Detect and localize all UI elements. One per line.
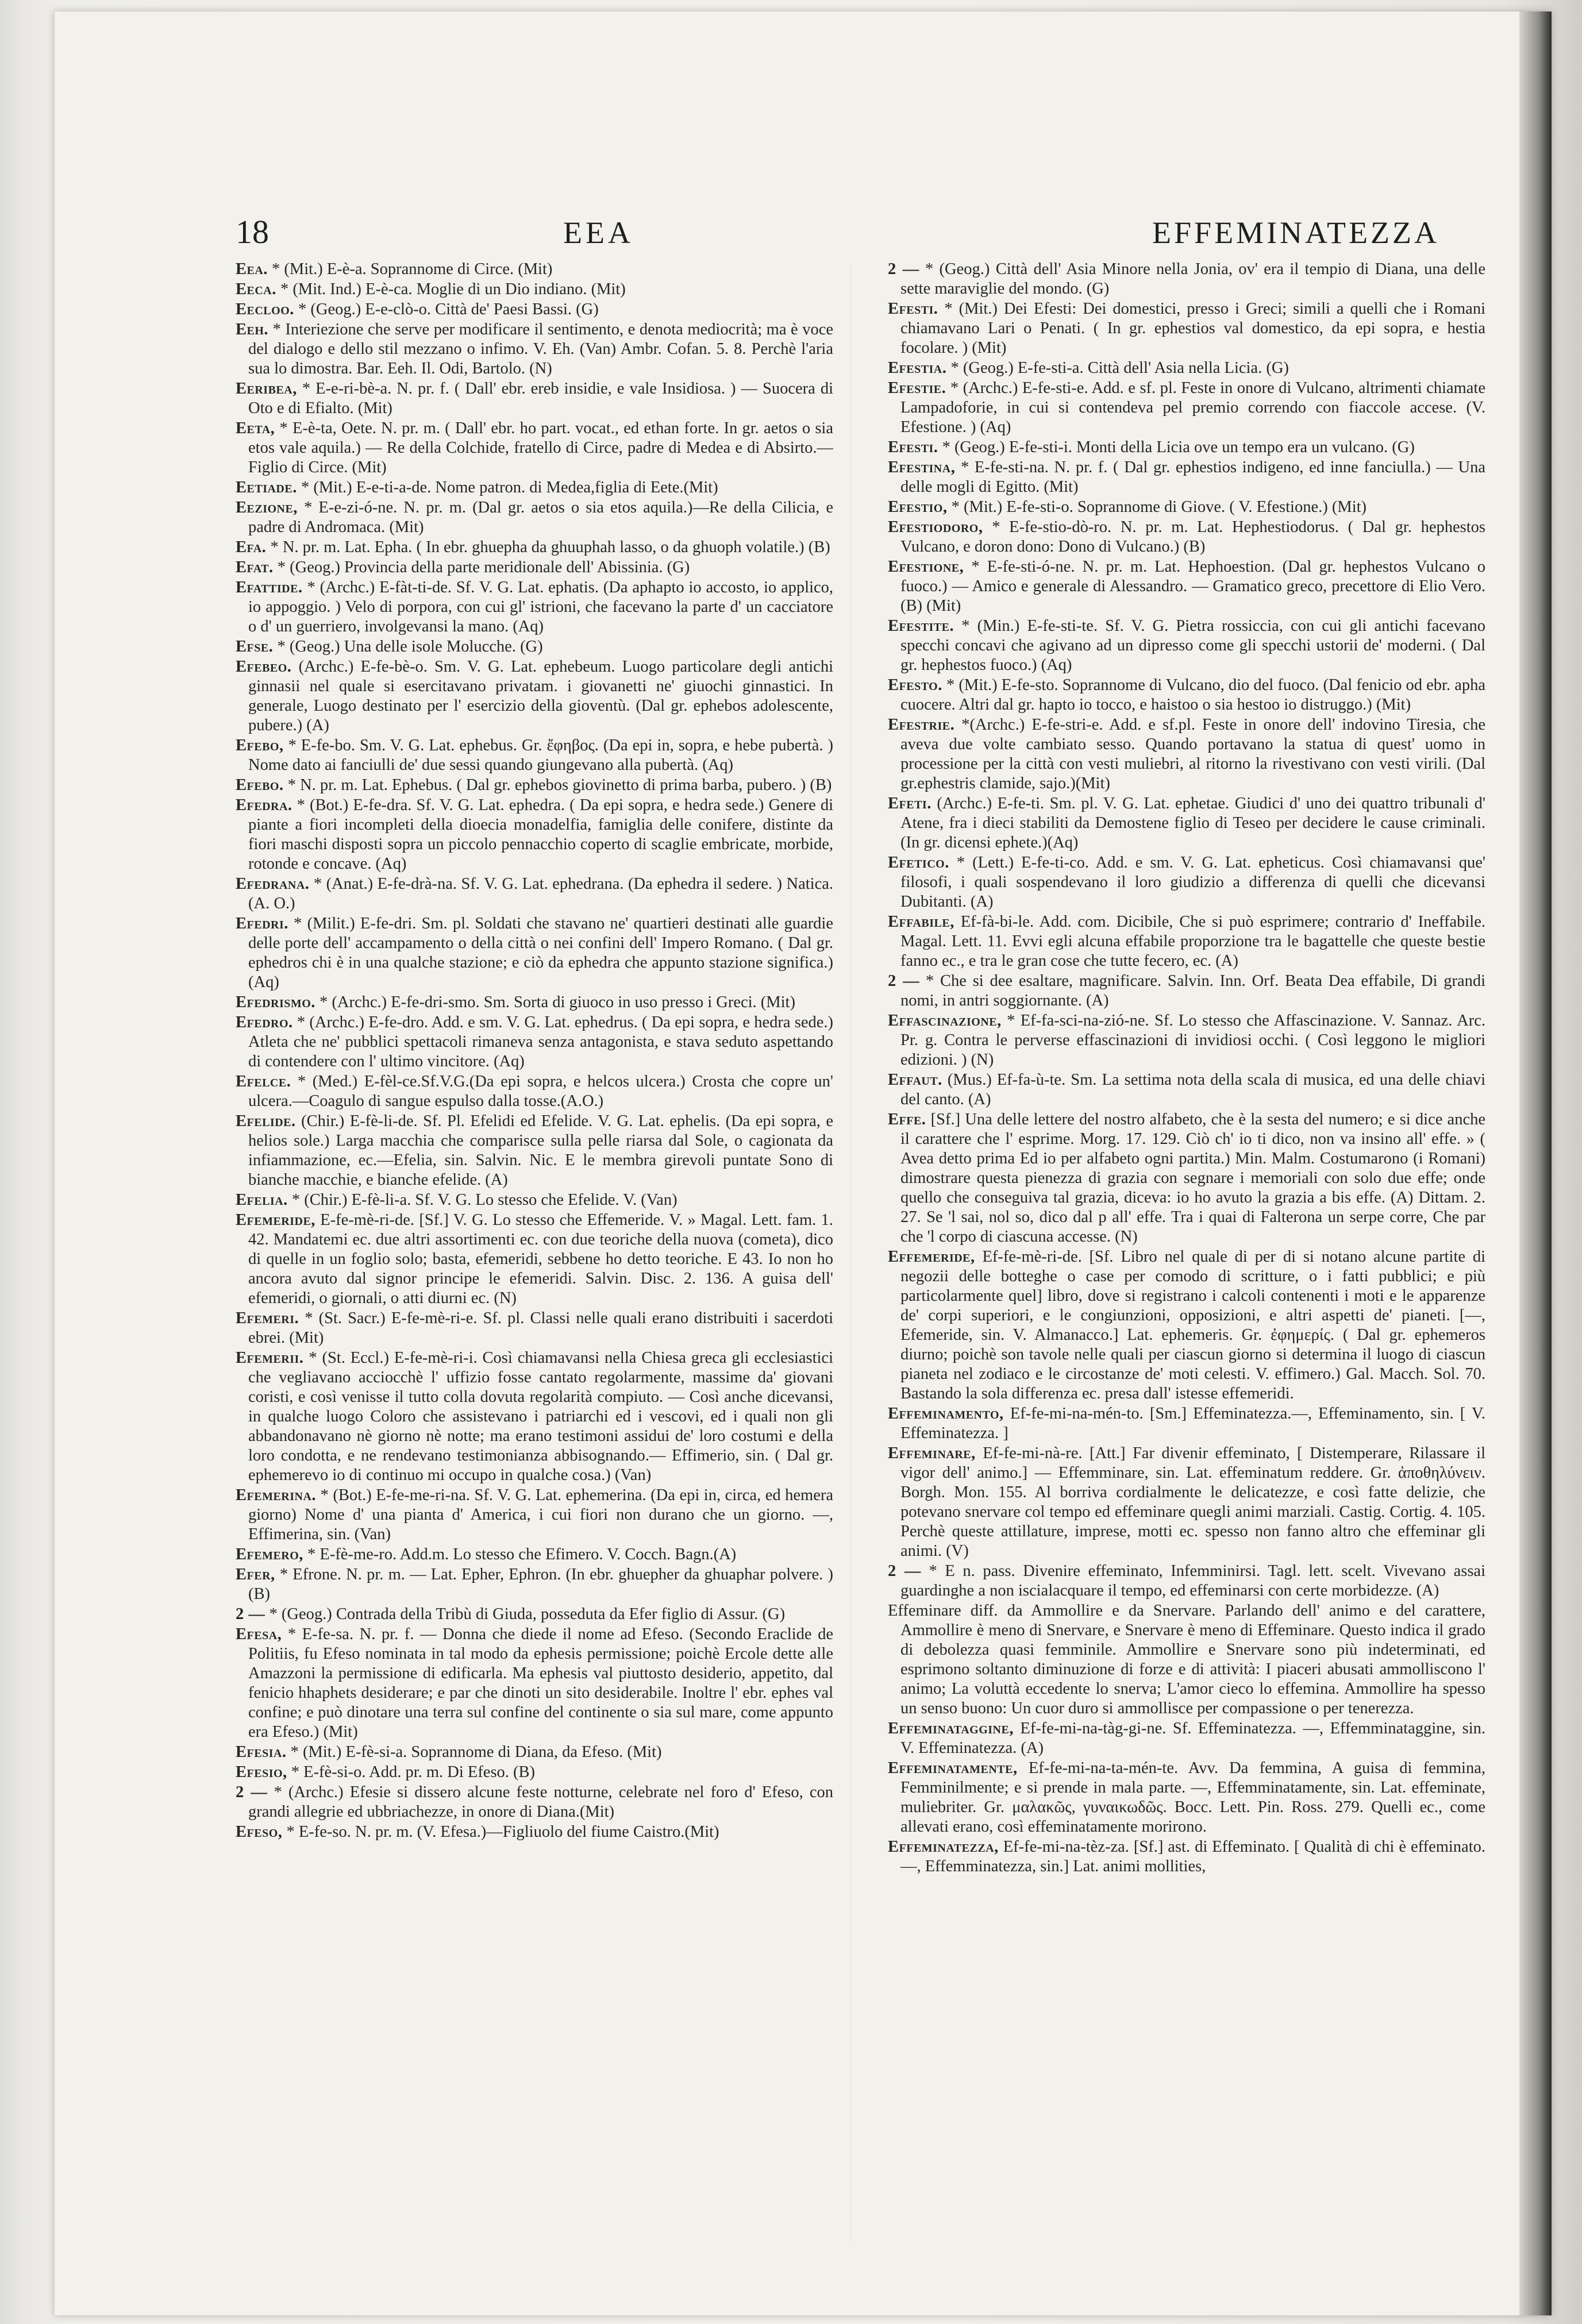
dictionary-entry xyxy=(888,359,1485,378)
dictionary-entry xyxy=(236,260,833,279)
entry-definition: * (Geog.) E-fe-sti-a. Città dell' Asia nella Licia. (G) xyxy=(950,359,1289,377)
entry-headword: Efedrismo. xyxy=(236,993,315,1011)
dictionary-entry xyxy=(236,736,833,775)
dictionary-entry xyxy=(236,776,833,795)
entry-definition: * Che si dee esaltare, magnificare. Salvin. Inn. Orf. Beata Dea effabile, Di grandi nomi, in antri soggiornante. (A) xyxy=(900,972,1485,1009)
dictionary-entry xyxy=(236,1783,833,1822)
entry-headword: Eetiade. xyxy=(236,479,297,496)
entry-definition: * (Geog.) Una delle isole Molucche. (G) xyxy=(277,638,543,656)
dictionary-entry xyxy=(236,796,833,874)
entry-definition: * E-fè-si-o. Add. pr. m. Di Efeso. (B) xyxy=(291,1763,536,1781)
entry-definition: * (Archc.) E-fàt-ti-de. Sf. V. G. Lat. ephatis. (Da aphapto io accosto, io applico, io appoggio. ) Velo di porpora, con cui gl' istrioni, che facevano la parte d' un cacciatore o d' un guerriero, involgevansi la mano. (Aq) xyxy=(248,579,833,635)
dictionary-entry xyxy=(888,1837,1485,1876)
entry-definition: * (Geog.) Contrada della Tribù di Giuda, posseduta da Efer figlio di Assur. (G) xyxy=(269,1605,786,1623)
dictionary-entry xyxy=(236,1112,833,1190)
dictionary-entry xyxy=(236,300,833,319)
entry-definition: * (Archc.) E-fe-dro. Add. e sm. V. G. Lat. ephedrus. ( Da epi sopra, e hedra sede.) Atleta che ne' pubblici spettacoli rimaneva senza antagonista, e stava seduto aspettando di contendere con l' ultimo vincitore. (Aq) xyxy=(248,1013,833,1070)
dictionary-entry xyxy=(236,1625,833,1742)
entry-headword: Eecloo. xyxy=(236,300,294,318)
dictionary-entry xyxy=(236,637,833,657)
entry-headword: 2 — xyxy=(888,1562,921,1580)
dictionary-entry xyxy=(888,715,1485,793)
entry-definition: * (Archc.) Efesie si dissero alcune feste notturne, celebrate nel foro d' Efeso, con grandi allegrie ed ubbriachezze, in onore di Diana.(Mit) xyxy=(248,1783,833,1821)
entry-headword: Effaut. xyxy=(888,1071,942,1089)
entry-headword: Efeti. xyxy=(888,795,932,812)
dictionary-entry xyxy=(888,458,1485,497)
dictionary-entry xyxy=(888,1719,1485,1758)
entry-definition: * (Bot.) E-fe-dra. Sf. V. G. Lat. ephedra. ( Da epi sopra, e hedra sede.) Genere di piante a fiori incompleti della dioecia monadelfia, famiglia delle conifere, distinte da fiori maschi disposti sopra un piccolo pennacchio coperto di scaglie embricate, morbide, rotonde e concave. (Aq) xyxy=(248,796,833,873)
entry-definition: * (Mit.) E-fe-sti-o. Soprannome di Giove. ( V. Efestione.) (Mit) xyxy=(951,498,1367,516)
entry-headword: Efestrie. xyxy=(888,716,955,734)
entry-definition: * E-fe-so. N. pr. m. (V. Efesa.)—Figliuolo del fiume Caistro.(Mit) xyxy=(286,1823,719,1841)
entry-definition: E-fe-mè-ri-de. [Sf.] V. G. Lo stesso che Effemeride. V. » Magal. Lett. fam. 1. 42. Mandatemi ec. due altri assortimenti ec. con due teoriche della nuova (cometa), dico di quelle in un foglio solo; basta, efemeridi, sebbene ho detto teoriche. E 43. Io non ho ancora avuto dal signor principe le efemeridi. Salvin. Disc. 2. 136. A guisa dell' efemeridi, o giornali, o atti diurni ec. (N) xyxy=(248,1211,833,1307)
entry-definition: * (Mit.) E-fè-si-a. Soprannome di Diana, da Efeso. (Mit) xyxy=(290,1743,662,1761)
dictionary-entry xyxy=(236,419,833,477)
dictionary-entry xyxy=(888,1759,1485,1837)
entry-headword: Effe. xyxy=(888,1111,926,1128)
entry-definition: * E-è-ta, Oete. N. pr. m. ( Dall' ebr. ho part. vocat., ed ethan forte. In gr. aetos o sia etos vale aquila.) — Re della Colchide, fratello di Circe, padre di Medea e di Absirto.—Figlio di Circe. (Mit) xyxy=(248,419,833,476)
entry-headword: Efedri. xyxy=(236,915,288,932)
entry-headword: Efetico. xyxy=(888,854,949,872)
dictionary-entry xyxy=(236,1348,833,1485)
entry-headword: Effeminatamente, xyxy=(888,1759,1018,1777)
dictionary-entry xyxy=(236,1013,833,1072)
entry-headword: Effeminatezza, xyxy=(888,1838,999,1856)
entry-definition: (Mus.) Ef-fa-ù-te. Sm. La settima nota della scala di musica, ed una delle chiavi del canto. (A) xyxy=(900,1071,1485,1108)
dictionary-entry xyxy=(888,853,1485,912)
entry-headword: Eeh. xyxy=(236,321,269,338)
entry-definition: *(Archc.) E-fe-stri-e. Add. e sf.pl. Feste in onore dell' indovino Tiresia, che aveva due volte cambiato sesso. Quando portavano la statua di quest' uomo in processione per la città con vesti muliebri, al ritorno la rivestivano con vesti virili. (Dal gr.ephestris clamide, sajo.)(Mit) xyxy=(900,716,1485,792)
entry-definition: Ef-fe-mi-na-tàg-gi-ne. Sf. Effeminatezza. —, Effemminataggine, sin. V. Effeminatezza. (A) xyxy=(900,1720,1485,1757)
entry-definition: * (Mit.) E-fe-sto. Soprannome di Vulcano, dio del fuoco. (Dal fenicio od ebr. apha cuocere. Altri dal gr. hapto io tocco, e haistoo o sia hestoo io distruggo.) (Mit) xyxy=(900,676,1485,714)
dictionary-entry xyxy=(888,1070,1485,1109)
entry-headword: Efattide. xyxy=(236,579,303,596)
dictionary-entry xyxy=(236,1309,833,1348)
entry-definition: * E-fe-sa. N. pr. f. — Donna che diede il nome ad Efeso. (Secondo Eraclide de Politiis, fu Efeso nominata in tal modo da ephesis permissione; poichè Ercole dette alle Amazzoni la permissione di edificarla. Ma ephesis val piuttosto desiderio, appetito, dal fenicio hhaphets desiderare; e par che dinoti un sito desiderabile. Inoltre l' ebr. ephes val confine; e può dinotare una terra sul confine del continente o sia sul mare, come appunto era Efeso.) (Mit) xyxy=(248,1625,833,1741)
dictionary-entry xyxy=(236,478,833,498)
entry-definition: (Archc.) E-fe-ti. Sm. pl. V. G. Lat. ephetae. Giudici d' uno dei quattro tribunali d' Atene, fra i dieci stabiliti da Demostene figlio di Teseo per decidere le cause criminali. (In gr. dicensi ephete.)(Aq) xyxy=(900,795,1485,851)
entry-definition: Ef-fe-mè-ri-de. [Sf. Libro nel quale di per di si notano alcune partite di negozii delle botteghe o case per comodo di scritture, o i fatti pubblici; e più particolarmente quel] libro, dove si registrano i calcoli contenenti i moti e le apparenze de' corpi superiori, e le congiunzioni, opposizioni, e altri aspetti de' pianeti. [—, Efemeride, sin. V. Almanacco.] Lat. ephemeris. Gr. ἐφημερίς. ( Dal gr. ephemeros diurno; poichè son tavole nelle quali per ciascun giorno si determina il luogo di ciascun pianeta nel zodiaco e le circostanze de' moti celesti. V. effimero.) Gal. Macch. Sol. 70. Bastando la sola differenza ec. presa dall' istesse effemeridi. xyxy=(900,1248,1485,1402)
entry-headword: Efestina, xyxy=(888,458,956,476)
entry-headword: Efebo. xyxy=(236,776,284,794)
dictionary-entry xyxy=(236,657,833,735)
page-header xyxy=(236,213,1439,259)
entry-definition: * (Bot.) E-fe-me-ri-na. Sf. V. G. Lat. ephemerina. (Da epi in, circa, ed hemera giorno) Nome d' una pianta d' America, i cui fiori non durano che un giorno. —, Effimerina, sin. (Van) xyxy=(248,1486,833,1543)
entry-headword: Efesto. xyxy=(888,676,942,694)
entry-definition: (Chir.) E-fè-li-de. Sf. Pl. Efelidi ed Efelide. V. G. Lat. ephelis. (Da epi sopra, e helios sole.) Larga macchia che comparisce sulla pelle riarsa dal Sole, o cagionata da infiammazione, ec.—Efelia, sin. Salvin. Nic. E le membra girevoli puntate Sono di bianche macchie, e bianche efelide. (A) xyxy=(248,1112,833,1189)
entry-definition: Effeminare diff. da Ammollire e da Snervare. Parlando dell' animo e del carattere, Ammollire è meno di Snervare, e Snervare è meno di Effeminare. Questo indica il grado di debolezza quasi femminile. Ammollire e Snervare sono più indeterminati, ed esprimono soltanto diminuzione di forze e di attività: I piaceri abusati ammolliscono l' animo; La voluttà eccedente lo snerva; L'amor cieco lo effemina. Ammollire ha spesso un senso buono: Un cuor duro si ammollisce per compassione o per tenerezza. xyxy=(888,1602,1485,1717)
entry-headword: Efedro. xyxy=(236,1013,293,1031)
entry-headword: Effascinazione, xyxy=(888,1012,1002,1030)
entry-headword: Efedra. xyxy=(236,796,292,814)
entry-headword: Efesti. xyxy=(888,300,938,318)
entry-headword: Effeminamento, xyxy=(888,1405,1004,1423)
right-column xyxy=(888,260,1485,2248)
dictionary-entry xyxy=(236,1072,833,1111)
dictionary-entry xyxy=(888,1404,1485,1443)
entry-definition: * Efrone. N. pr. m. — Lat. Epher, Ephron. (In ebr. ghuepher da ghuaphar polvere. ) (B) xyxy=(248,1566,833,1603)
entry-headword: Efestia. xyxy=(888,359,947,377)
entry-definition: * E-e-zi-ó-ne. N. pr. m. (Dal gr. aetos o sia etos aquila.)—Re della Cilicia, e padre di Andromaca. (Mit) xyxy=(248,499,833,536)
dictionary-entry xyxy=(236,1486,833,1544)
entry-definition: * (St. Eccl.) E-fe-mè-ri-i. Così chiamavansi nella Chiesa greca gli ecclesiastici che vegliavano acciocchè l' uffizio fosse cantato regolarmente, massime da' giovani coristi, e così venisse il tutto colla dovuta regolarità compiuto. — Così anche dicevansi, in qualche luogo Coloro che assistevano i patriarchi ed i vescovi, ed i quali non gli abbandonavano nè giorno nè notte; ma erano testimoni assidui de' loro costumi e della loro condotta, e ne rendevano testimonianza abbisognando.— Effimerio, sin. ( Dal gr. ephemerevo io di continuo mi occupo in qualche cosa.) (Van) xyxy=(248,1349,833,1484)
dictionary-entry xyxy=(236,1822,833,1842)
dictionary-entry xyxy=(236,320,833,379)
entry-definition: * (Mit.) E-e-ti-a-de. Nome patron. di Medea,figlia di Eete.(Mit) xyxy=(301,479,718,496)
entry-headword: Efemerina. xyxy=(236,1486,317,1504)
entry-definition: * E-fe-bo. Sm. V. G. Lat. ephebus. Gr. ἔφηβος. (Da epi in, sopra, e hebe pubertà. ) Nome dato ai fanciulli de' due sessi quando giungevano alla pubertà. (Aq) xyxy=(248,737,833,774)
entry-headword: Efelia. xyxy=(236,1191,288,1209)
entry-definition: * (Milit.) E-fe-dri. Sm. pl. Soldati che stavano ne' quartieri destinati alle guardie delle porte dell' accampamento o della città o nei confini dell' Impero Romano. ( Dal gr. ephedros chi è in una qualche stazione; e ciò da ephedra che appunto stazione significa.) (Aq) xyxy=(248,915,833,991)
dictionary-entry xyxy=(888,518,1485,557)
entry-headword: Effemeride, xyxy=(888,1248,975,1266)
entry-definition: Ef-fà-bi-le. Add. com. Dicibile, Che si può esprimere; contrario d' Ineffabile. Magal. Lett. 11. Evvi egli alcuna effabile proporzione tra le bagattelle che queste bestie fanno ec., e tra le gran cose che tutte fecero, ec. (A) xyxy=(900,913,1485,970)
entry-headword: Efse. xyxy=(236,638,274,656)
dictionary-entry xyxy=(888,1444,1485,1561)
entry-definition: * E-fe-stio-dò-ro. N. pr. m. Lat. Hephestiodorus. ( Dal gr. hephestos Vulcano, e doron dono: Dono di Vulcano.) (B) xyxy=(900,518,1485,556)
entry-definition: * E n. pass. Divenire effeminato, Infemminirsi. Tagl. lett. scelt. Vivevano assai guardinghe a non iscialacquare il tempo, ed effeminarsi con certe morbidezze. (A) xyxy=(900,1562,1485,1600)
entry-headword: Efelce. xyxy=(236,1073,291,1090)
entry-definition: * (Min.) E-fe-sti-te. Sf. V. G. Pietra rossiccia, con cui gli antichi facevano specchi concavi che agivano ad un dipresso come gli specchi ustorii de' moderni. ( Dal gr. hephestos fuoco.) (Aq) xyxy=(900,617,1485,674)
entry-headword: Efestione, xyxy=(888,558,964,576)
dictionary-entry xyxy=(236,1743,833,1762)
entry-definition: * (St. Sacr.) E-fe-mè-ri-e. Sf. pl. Classi nelle quali erano distribuiti i sacerdoti ebrei. (Mit) xyxy=(248,1309,833,1347)
entry-headword: Efestie. xyxy=(888,379,946,397)
entry-definition: * E-e-ri-bè-a. N. pr. f. ( Dall' ebr. ereb insidie, e vale Insidiosa. ) — Suocera di Oto e di Efialto. (Mit) xyxy=(248,380,833,417)
entry-headword: 2 — xyxy=(236,1605,265,1623)
entry-headword: Efemerii. xyxy=(236,1349,304,1367)
dictionary-entry xyxy=(888,1247,1485,1404)
entry-headword: Efestite. xyxy=(888,617,954,635)
entry-headword: Efesa, xyxy=(236,1625,282,1643)
entry-definition: Ef-fe-mi-nà-re. [Att.] Far divenir effeminato, [ Distemperare, Rilassare il vigor dell' animo.] — Effemminare, sin. Lat. effeminatum reddere. Gr. ἀποθηλύνειν. Borgh. Mon. 155. Al borriva cordialmente le delicatezze, e così fatte delizie, che potevano snervare col tempo ed effeminare quegli animi marziali. Castig. Cortig. 4. 105. Perchè queste attillature, imprese, motti ec. spesso non fanno altro che effeminar gli animi. (V) xyxy=(900,1444,1485,1560)
entry-definition: * (Geog.) E-fe-sti-i. Monti della Licia ove un tempo era un vulcano. (G) xyxy=(942,438,1415,456)
entry-definition: Ef-fe-mi-na-ta-mén-te. Avv. Da femmina, A guisa di femmina, Femminilmente; e si prende in mala parte. —, Effemminatamente, sin. Lat. effeminate, muliebriter. Gr. μαλακῶς, γυναικωδῶς. Bocc. Lett. Pin. Ross. 279. Quelli ec., come allevati erano, così effeminatamente morirono. xyxy=(900,1759,1485,1836)
column-separator xyxy=(850,264,851,2241)
entry-headword: Efedrana. xyxy=(236,875,310,893)
entry-definition: * (Med.) E-fèl-ce.Sf.V.G.(Da epi sopra, e helcos ulcera.) Crosta che copre un' ulcera.—Coagulo di sangue espulso dalla tosse.(A.O.) xyxy=(248,1073,833,1110)
dictionary-entry xyxy=(888,1601,1485,1718)
entry-definition: * N. pr. m. Lat. Ephebus. ( Dal gr. ephebos giovinetto di prima barba, pubero. ) (B) xyxy=(287,776,832,794)
dictionary-entry xyxy=(888,498,1485,517)
dictionary-entry xyxy=(888,1562,1485,1601)
entry-definition: * E-fe-sti-na. N. pr. f. ( Dal gr. ephestios indigeno, ed inne fanciulla.) — Una delle mogli di Egitto. (Mit) xyxy=(900,458,1485,496)
dictionary-entry xyxy=(888,379,1485,437)
entry-definition: * Interiezione che serve per modificare il sentimento, e denota mediocrità; ma è voce del dialogo e dello stil mezzano o infimo. V. Eh. (Van) Ambr. Cofan. 5. 8. Perchè l'aria sua lo dimostra. Bar. Eeh. Il. Odi, Bartolo. (N) xyxy=(248,321,833,377)
entry-headword: Efestiodoro, xyxy=(888,518,983,536)
entry-definition: * E-fè-me-ro. Add.m. Lo stesso che Efimero. V. Cocch. Bagn.(A) xyxy=(307,1546,737,1563)
dictionary-entry xyxy=(236,1763,833,1782)
entry-headword: 2 — xyxy=(236,1783,268,1801)
dictionary-entry xyxy=(236,558,833,577)
left-column xyxy=(236,260,833,2248)
running-head-right: EFFEMINATEZZA xyxy=(1152,215,1439,250)
entry-headword: Eezione, xyxy=(236,499,298,517)
dictionary-entry xyxy=(236,1565,833,1604)
dictionary-entry xyxy=(236,1545,833,1564)
entry-headword: Efer, xyxy=(236,1566,275,1583)
entry-headword: Efemero, xyxy=(236,1546,303,1563)
entry-headword: Eeca. xyxy=(236,280,276,298)
entry-headword: Eeta, xyxy=(236,419,275,437)
dictionary-entry xyxy=(888,616,1485,675)
dictionary-entry xyxy=(888,1011,1485,1070)
page-number: 18 xyxy=(236,213,269,250)
entry-definition: * Ef-fa-sci-na-zió-ne. Sf. Lo stesso che Affascinazione. V. Sannaz. Arc. Pr. g. Contra le perverse effascinazioni di invidiosi occhi. ( Così leggono le migliori edizioni. ) (N) xyxy=(900,1012,1485,1069)
entry-definition: * (Mit.) E-è-a. Soprannome di Circe. (Mit) xyxy=(272,260,553,278)
dictionary-entry xyxy=(888,299,1485,358)
entry-definition: * N. pr. m. Lat. Epha. ( In ebr. ghuepha da ghuuphah lasso, o da ghuoph volatile.) (B) xyxy=(270,538,830,556)
dictionary-entry xyxy=(888,676,1485,715)
entry-headword: Efebo, xyxy=(236,737,284,754)
entry-headword: Efelide. xyxy=(236,1112,296,1130)
entry-headword: Efebeo. xyxy=(236,658,292,676)
entry-headword: Eeribea, xyxy=(236,380,297,398)
entry-headword: Efemeride, xyxy=(236,1211,315,1229)
entry-headword: 2 — xyxy=(888,972,920,990)
dictionary-entry xyxy=(236,1211,833,1308)
entry-headword: Efesti. xyxy=(888,438,938,456)
dictionary-entry xyxy=(888,438,1485,457)
dictionary-entry xyxy=(236,538,833,557)
entry-definition: * (Archc.) E-fe-sti-e. Add. e sf. pl. Feste in onore di Vulcano, altrimenti chiamate Lampadoforie, in cui si contendeva pel premio correndo con fiaccole accese. (V. Efestione. ) (Aq) xyxy=(900,379,1485,436)
entry-definition: * (Chir.) E-fè-li-a. Sf. V. G. Lo stesso che Efelide. V. (Van) xyxy=(291,1191,678,1209)
dictionary-entry xyxy=(888,912,1485,971)
entry-headword: Efemeri. xyxy=(236,1309,299,1327)
entry-definition: * (Archc.) E-fe-dri-smo. Sm. Sorta di giuoco in uso presso i Greci. (Mit) xyxy=(320,993,795,1011)
dictionary-entry xyxy=(236,874,833,914)
entry-headword: 2 — xyxy=(888,260,919,278)
dictionary-entry xyxy=(236,914,833,992)
page-gutter xyxy=(1519,11,1552,2315)
dictionary-entry xyxy=(236,993,833,1012)
entry-definition: * E-fe-sti-ó-ne. N. pr. m. Lat. Hephoestion. (Dal gr. hephestos Vulcano o fuoco.) — Amico e generale di Alessandro. — Gramatico greco, precettore di Elio Vero. (B) (Mit) xyxy=(900,558,1485,615)
entry-headword: Effeminare, xyxy=(888,1444,976,1462)
dictionary-entry xyxy=(236,379,833,418)
dictionary-entry xyxy=(236,578,833,637)
entry-definition: * (Mit.) Dei Efesti: Dei domestici, presso i Greci; simili a quelli che i Romani chiamavano Lari o Penati. ( In gr. ephestios val domestico, da epi sopra, e hestia focolare. ) (Mit) xyxy=(900,300,1485,357)
running-head-left: EEA xyxy=(563,215,634,250)
entry-definition: * (Geog.) Città dell' Asia Minore nella Jonia, ov' era il tempio di Diana, una delle sette maraviglie del mondo. (G) xyxy=(900,260,1485,298)
dictionary-entry xyxy=(236,1605,833,1624)
entry-definition: * (Anat.) E-fe-drà-na. Sf. V. G. Lat. ephedrana. (Da ephedra il sedere. ) Natica. (A. O.) xyxy=(248,875,833,912)
entry-headword: Eea. xyxy=(236,260,268,278)
entry-headword: Efa. xyxy=(236,538,267,556)
entry-definition: (Archc.) E-fe-bè-o. Sm. V. G. Lat. ephebeum. Luogo particolare degli antichi ginnasii nel quale si esercitavano privatam. i giovanetti ne' giuochi ginnastici. In generale, Luogo destinato per l' esercizio della gioventù. (Dal gr. ephebos adolescente, pubere.) (A) xyxy=(248,658,833,734)
dictionary-entry xyxy=(888,972,1485,1011)
entry-headword: Efestio, xyxy=(888,498,948,516)
dictionary-entry xyxy=(236,280,833,299)
entry-definition: [Sf.] Una delle lettere del nostro alfabeto, che è la sesta del numero; e si dice anche il carattere che l' esprime. Morg. 17. 129. Ciò ch' io ti dico, non va insino all' effe. » ( Avea detto prima Ed io per alfabeto ogni partita.) Min. Malm. Costumarono (i Romani) dimostrare questa pienezza di grazia con segnare i memoriali con solo due effe; onde quello che conseguiva tal grazia, diceva: io ho avuto la grazia a bis effe. (A) Dittam. 2. 27. Se 'l sai, nol so, dico dal p all' effe. Tra i quai di Falterona un serpe corre, Che par che 'l corpo di ciascuna accesse. (N) xyxy=(900,1111,1485,1246)
dictionary-entry xyxy=(888,794,1485,853)
entry-definition: * (Lett.) E-fe-ti-co. Add. e sm. V. G. Lat. epheticus. Così chiamavansi que' filosofi, i quali sospendevano il loro giudizio a differenza di quelli che dicevansi Dubitanti. (A) xyxy=(900,854,1485,911)
entry-headword: Efat. xyxy=(236,558,274,576)
entry-headword: Effeminataggine, xyxy=(888,1720,1014,1737)
dictionary-entry xyxy=(888,260,1485,299)
dictionary-entry xyxy=(888,557,1485,616)
entry-definition: * (Mit. Ind.) E-è-ca. Moglie di un Dio indiano. (Mit) xyxy=(280,280,626,298)
entry-definition: * (Geog.) Provincia della parte meridionale dell' Abissinia. (G) xyxy=(277,558,690,576)
entry-definition: * (Geog.) E-e-clò-o. Città de' Paesi Bassi. (G) xyxy=(298,300,599,318)
entry-definition: Ef-fe-mi-na-tèz-za. [Sf.] ast. di Effeminato. [ Qualità di chi è effeminato. —, Effemminatezza, sin.] Lat. animi mollities, xyxy=(900,1838,1485,1875)
dictionary-entry xyxy=(236,498,833,537)
dictionary-entry xyxy=(888,1110,1485,1247)
entry-headword: Effabile, xyxy=(888,913,954,931)
entry-headword: Efesio, xyxy=(236,1763,287,1781)
entry-headword: Efeso, xyxy=(236,1823,283,1841)
dictionary-entry xyxy=(236,1190,833,1210)
entry-headword: Efesia. xyxy=(236,1743,287,1761)
entry-definition: Ef-fe-mi-na-mén-to. [Sm.] Effeminatezza.—, Effeminamento, sin. [ V. Effeminatezza. ] xyxy=(900,1405,1485,1442)
